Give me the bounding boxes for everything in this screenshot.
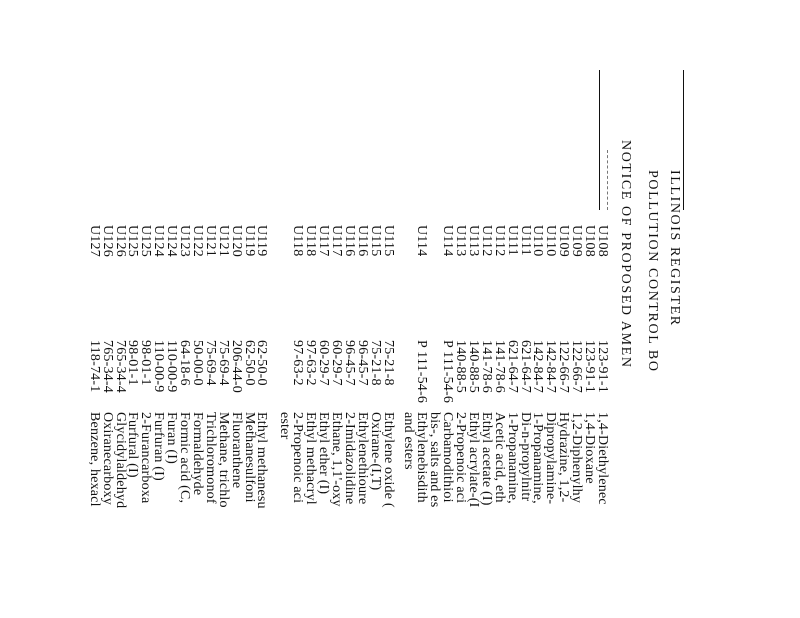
row-name: Acetic acid, eth bbox=[491, 412, 507, 503]
row-name: 1-Propanamine, bbox=[504, 412, 520, 504]
row-code: U117 bbox=[329, 225, 344, 257]
board-subtitle: POLLUTION CONTROL BO bbox=[645, 170, 660, 373]
row-name: and esters bbox=[401, 412, 417, 470]
row-name: Methane, trichlo bbox=[215, 412, 231, 508]
row-cas: 97-63-2 bbox=[290, 340, 306, 386]
row-name: Methanesulfoni bbox=[241, 412, 257, 503]
row-name: Ethylenebisdith bbox=[414, 412, 430, 503]
row-name: Ethylene oxide ( bbox=[380, 412, 396, 508]
row-cas: 621-64-7 bbox=[504, 340, 520, 393]
row-cas: 206-44-0 bbox=[228, 340, 244, 393]
row-cas: 142-84-7 bbox=[543, 340, 559, 393]
row-cas: 75-69-4 bbox=[202, 340, 218, 386]
row-cas: 141-78-6 bbox=[491, 340, 507, 393]
row-cas: 96-45-7 bbox=[354, 340, 370, 386]
row-cas: 97-63-2 bbox=[303, 340, 319, 386]
row-name: Carbamodithioi bbox=[440, 412, 456, 503]
row-code: U121 bbox=[202, 225, 218, 257]
row-code: U116 bbox=[341, 225, 357, 257]
row-cas: 75-21-8 bbox=[380, 340, 396, 386]
row-cas: 123-91-1 bbox=[595, 340, 610, 393]
row-cas: 122-66-7 bbox=[556, 340, 572, 393]
row-cas: 765-34-4 bbox=[99, 340, 115, 393]
row-cas: 62-50-0 bbox=[254, 340, 270, 386]
row-code: U118 bbox=[303, 225, 319, 257]
row-name: 1,2-Diphenylhy bbox=[569, 412, 585, 504]
row-cas: 621-64-7 bbox=[517, 340, 533, 393]
row-cas: 98-01-1 bbox=[125, 340, 141, 386]
notice-heading: NOTICE OF PROPOSED AMEN bbox=[618, 140, 633, 369]
row-name: Ethyl methanesu bbox=[254, 412, 270, 509]
row-name: Oxirane-(I,T) bbox=[367, 412, 383, 491]
row-code: U127 bbox=[86, 225, 102, 257]
row-name: Ethyl methacryl bbox=[303, 412, 319, 505]
row-name: Furfuran (I) bbox=[151, 412, 167, 481]
row-name: Trichloromonof bbox=[202, 412, 218, 504]
row-name: Ethyl acetate (I) bbox=[478, 412, 494, 506]
row-code: U112 bbox=[478, 225, 494, 257]
row-code: U124 bbox=[164, 225, 180, 257]
row-code: U115 bbox=[380, 225, 396, 257]
row-name: 2-Propenoic aci bbox=[453, 412, 469, 504]
row-name: 2-Imidazolidine bbox=[341, 412, 357, 505]
row-code: U126 bbox=[112, 225, 128, 257]
row-name: Glycidylaldehyd bbox=[112, 412, 128, 509]
row-code: U119 bbox=[254, 225, 270, 257]
header-rule-top bbox=[683, 70, 684, 210]
row-code: U108 bbox=[595, 225, 610, 257]
row-name: Formaldehyde bbox=[190, 412, 205, 496]
row-cas: 140-88-5 bbox=[466, 340, 481, 393]
row-cas: 142-84-7 bbox=[530, 340, 546, 393]
row-code: U109 bbox=[569, 225, 585, 257]
row-cas: 75-69-4 bbox=[215, 340, 231, 386]
row-code: U109 bbox=[556, 225, 572, 257]
row-cas: P 111-54-6 bbox=[414, 340, 430, 404]
row-name: Ethyl ether (I) bbox=[316, 412, 332, 495]
row-code: U108 bbox=[582, 225, 598, 257]
row-name: 2-Furancarboxa bbox=[138, 412, 154, 504]
row-cas: 96-45-7 bbox=[341, 340, 357, 386]
row-code: U123 bbox=[177, 225, 193, 257]
row-name: Ethyl acrylate-(I bbox=[466, 412, 481, 508]
row-cas: 141-78-6 bbox=[478, 340, 494, 393]
row-name: Furfural (I) bbox=[125, 412, 141, 478]
row-code: U110 bbox=[530, 225, 546, 257]
row-code: U125 bbox=[125, 225, 141, 257]
row-code: U114 bbox=[440, 225, 456, 257]
row-cas: 98-01-1 bbox=[138, 340, 154, 386]
row-name: Fluoranthene bbox=[228, 412, 244, 489]
row-name: Ethylenethioure bbox=[354, 412, 370, 505]
row-cas: 118-74-1 bbox=[86, 340, 102, 393]
row-name: 2-Propenoic aci bbox=[290, 412, 306, 504]
row-code: U120 bbox=[228, 225, 244, 257]
row-cas: 75-21-8 bbox=[367, 340, 383, 386]
header-separator bbox=[607, 150, 608, 210]
row-code: U113 bbox=[466, 225, 481, 257]
row-cas: 110-00-9 bbox=[151, 340, 167, 393]
row-code: U116 bbox=[354, 225, 370, 257]
row-code: U126 bbox=[99, 225, 115, 257]
row-code: U115 bbox=[367, 225, 383, 257]
row-name: Dipropylamine- bbox=[543, 412, 559, 505]
register-title: ILLINOIS REGISTER bbox=[667, 170, 682, 327]
row-cas: 110-00-9 bbox=[164, 340, 180, 393]
row-code: U124 bbox=[151, 225, 167, 257]
row-name: Di-n-propylnitr bbox=[517, 412, 533, 502]
row-name: 1,4-Dioxane bbox=[582, 412, 598, 484]
row-code: U119 bbox=[241, 225, 257, 257]
row-code: U121 bbox=[215, 225, 231, 257]
row-code: U118 bbox=[290, 225, 306, 257]
row-cas: 60-29-7 bbox=[329, 340, 344, 386]
row-name: bis-, salts and es bbox=[427, 412, 443, 508]
row-cas: 62-50-0 bbox=[241, 340, 257, 386]
row-name: Oxiranecarboxy bbox=[99, 412, 115, 505]
row-code: U113 bbox=[453, 225, 469, 257]
row-code: U122 bbox=[190, 225, 205, 257]
row-name: Ethane, 1,1'-oxy bbox=[329, 412, 344, 507]
row-code: U111 bbox=[504, 225, 520, 256]
row-code: U125 bbox=[138, 225, 154, 257]
row-name: Benzene, hexacl bbox=[86, 412, 102, 507]
row-cas: 122-66-7 bbox=[569, 340, 585, 393]
row-name: ester bbox=[277, 412, 293, 440]
row-name: 1,4-Diethylenec bbox=[595, 412, 610, 505]
row-cas: P 111-54-6 bbox=[440, 340, 456, 404]
row-code: U110 bbox=[543, 225, 559, 257]
row-cas: 765-34-4 bbox=[112, 340, 128, 393]
row-cas: 64-18-6 bbox=[177, 340, 193, 386]
row-code: U117 bbox=[316, 225, 332, 257]
row-code: U112 bbox=[491, 225, 507, 257]
row-name: Furan (I) bbox=[164, 412, 180, 464]
header-rule-bottom bbox=[599, 70, 600, 210]
row-cas: 50-00-0 bbox=[190, 340, 205, 386]
row-name: 1-Propanamine, bbox=[530, 412, 546, 504]
row-code: U111 bbox=[517, 225, 533, 256]
row-name: Hydrazine, 1,2- bbox=[556, 412, 572, 503]
row-code: U114 bbox=[414, 225, 430, 257]
row-cas: 60-29-7 bbox=[316, 340, 332, 386]
row-cas: 140-88-5 bbox=[453, 340, 469, 393]
row-name: Formic acid (C, bbox=[177, 412, 193, 504]
row-cas: 123-91-1 bbox=[582, 340, 598, 393]
